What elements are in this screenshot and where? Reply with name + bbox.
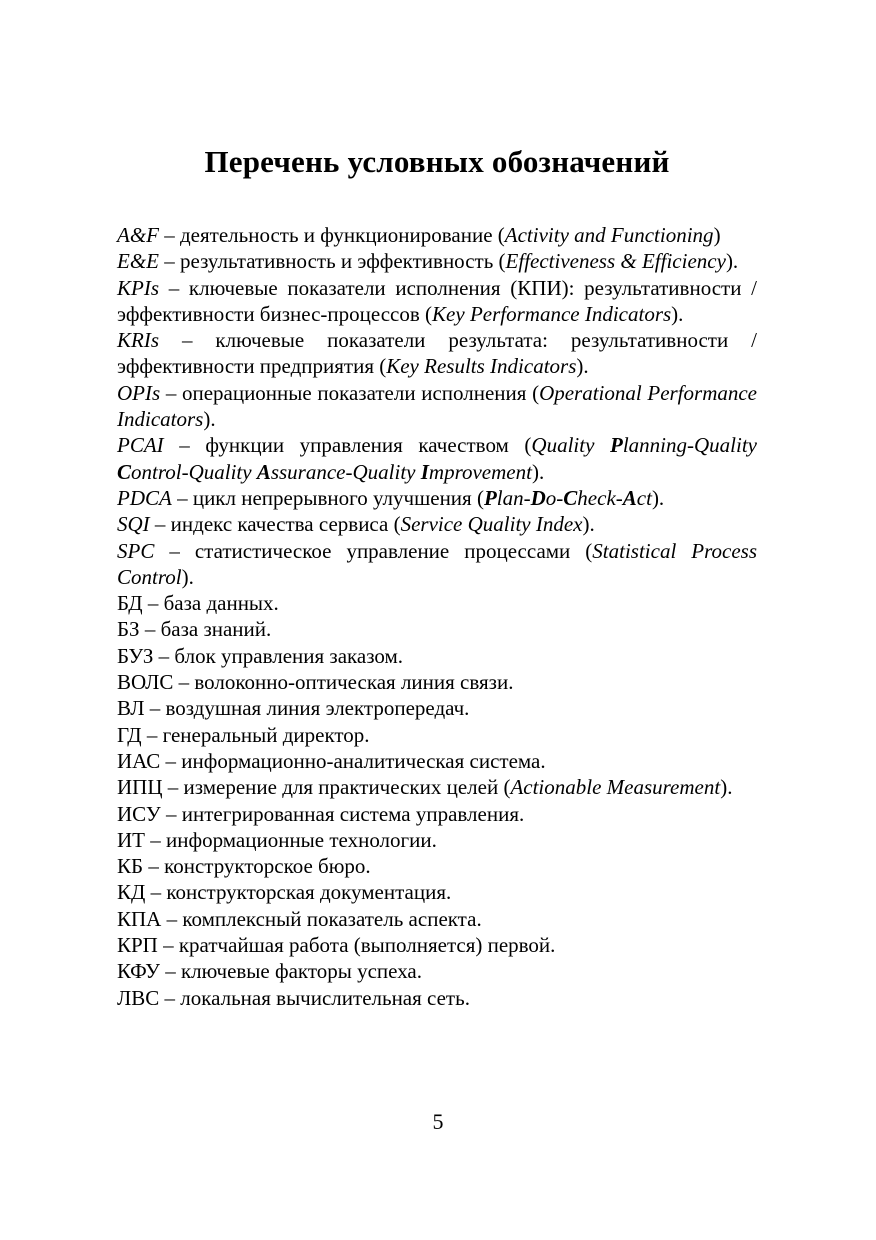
entry-english: Service Quality Index bbox=[400, 512, 583, 537]
page-number: 5 bbox=[432, 1109, 444, 1134]
entry-definition: КБ – конструкторское бюро. bbox=[117, 854, 371, 879]
entry-english: P bbox=[610, 433, 623, 458]
entry-english: Effectiveness & Efficiency bbox=[505, 249, 726, 274]
entry-end: ). bbox=[671, 301, 684, 326]
entry-end: ). bbox=[651, 485, 665, 510]
entry-term: SQI bbox=[117, 512, 150, 537]
entry-english: C bbox=[117, 459, 132, 484]
entry-definition: статистическое управление процессами ( bbox=[194, 538, 593, 563]
entry-english: ct bbox=[636, 485, 652, 510]
entry-term: PDCA bbox=[117, 485, 172, 510]
entry-term: OPIs bbox=[117, 380, 161, 405]
entry-definition: КПА – комплексный показатель аспекта. bbox=[117, 906, 482, 931]
entry-english: Statistical Process Control bbox=[117, 538, 757, 589]
entry-english: Quality bbox=[531, 433, 611, 458]
entry-english: Operational Performance Indicators bbox=[117, 380, 757, 432]
abbreviation-entry bbox=[117, 669, 757, 695]
entry-separator: – bbox=[159, 223, 180, 247]
entry-english: ssurance-Quality bbox=[270, 459, 421, 484]
abbreviation-entry bbox=[117, 827, 757, 853]
entry-english: Actionable Measurement bbox=[510, 775, 721, 800]
entry-english: lan- bbox=[496, 485, 531, 510]
entry-term: PCAI bbox=[117, 433, 164, 458]
document-page bbox=[117, 142, 757, 1011]
entry-english: Key Performance Indicators bbox=[432, 301, 672, 326]
entry-end: ). bbox=[576, 354, 589, 379]
entry-separator: – bbox=[159, 328, 216, 353]
entry-definition: ИСУ – интегрированная система управления. bbox=[117, 801, 525, 826]
entry-definition: КРП – кратчайшая работа (выполняется) первой. bbox=[117, 933, 556, 958]
entry-english: mprovement bbox=[428, 459, 532, 484]
entry-end: ). bbox=[181, 564, 194, 589]
abbreviation-entry bbox=[117, 853, 757, 879]
entry-term: A&F bbox=[117, 223, 159, 247]
abbreviation-entry bbox=[117, 879, 757, 905]
entry-end: ). bbox=[531, 459, 545, 484]
page-title: Перечень условных обозначений bbox=[204, 144, 670, 179]
entry-term: KRIs bbox=[117, 328, 159, 353]
entry-definition: ВОЛС – волоконно-оптическая линия связи. bbox=[117, 670, 514, 695]
entry-definition: БД – база данных. bbox=[117, 591, 279, 616]
entry-english: Activity and Functioning bbox=[504, 223, 714, 247]
entry-english: ontrol-Quality bbox=[131, 459, 257, 484]
abbreviation-entry bbox=[117, 774, 757, 800]
entry-definition: БУЗ – блок управления заказом. bbox=[117, 643, 404, 668]
entry-end: ). bbox=[203, 407, 216, 432]
entry-english: heck- bbox=[577, 485, 623, 510]
entry-end: ). bbox=[720, 775, 733, 800]
entry-definition: ИТ – информационные технологии. bbox=[117, 827, 437, 852]
abbreviation-entry bbox=[117, 695, 757, 721]
abbreviation-entry bbox=[117, 432, 757, 485]
entry-term: SPC bbox=[117, 538, 155, 563]
abbreviation-entry bbox=[117, 801, 757, 827]
abbreviation-entry bbox=[117, 248, 757, 274]
entry-english: lanning-Quality bbox=[622, 433, 757, 458]
entry-separator: – bbox=[171, 485, 193, 510]
entry-english: P bbox=[483, 485, 497, 510]
abbreviation-entry bbox=[117, 275, 757, 328]
entry-definition: ГД – генеральный директор. bbox=[117, 722, 370, 747]
entry-definition: результативность и эффективность ( bbox=[180, 249, 506, 274]
entry-term: E&E bbox=[117, 249, 159, 274]
abbreviation-entry bbox=[117, 906, 757, 932]
abbreviation-entry bbox=[117, 380, 757, 433]
abbreviation-entry bbox=[117, 222, 757, 248]
abbreviation-entry bbox=[117, 932, 757, 958]
abbreviation-entry bbox=[117, 590, 757, 616]
entry-separator: – bbox=[160, 380, 182, 405]
entry-english: A bbox=[622, 485, 637, 510]
abbreviation-entry bbox=[117, 485, 757, 511]
entry-english: D bbox=[530, 485, 546, 510]
entry-definition: БЗ – база знаний. bbox=[117, 617, 272, 642]
entry-english: C bbox=[563, 485, 578, 510]
entry-english: o- bbox=[545, 485, 564, 510]
entry-definition: ИАС – информационно-аналитическая система. bbox=[117, 748, 546, 773]
abbreviation-entry bbox=[117, 616, 757, 642]
entry-definition: ЛВС – локальная вычислительная сеть. bbox=[117, 985, 470, 1010]
abbreviation-list bbox=[117, 222, 757, 1011]
entry-definition: ключевые показатели результата: результативности /эффективности предприятия ( bbox=[117, 328, 757, 379]
entry-definition: индекс качества сервиса ( bbox=[170, 512, 401, 537]
abbreviation-entry bbox=[117, 958, 757, 984]
entry-definition: ВЛ – воздушная линия электропередач. bbox=[117, 696, 470, 721]
entry-separator: – bbox=[159, 249, 180, 274]
entry-english: A bbox=[256, 459, 271, 484]
entry-definition: ИПЦ – измерение для практических целей ( bbox=[117, 775, 511, 800]
entry-separator: – bbox=[163, 433, 206, 458]
abbreviation-entry bbox=[117, 643, 757, 669]
entry-definition: функции управления качеством ( bbox=[205, 433, 532, 458]
entry-definition: ключевые показатели исполнения (КПИ): результативности / эффективности бизнес-процессов ( bbox=[117, 275, 757, 326]
entry-english: Key Results Indicators bbox=[386, 354, 577, 379]
entry-separator: – bbox=[159, 275, 189, 300]
entry-definition: цикл непрерывного улучшения ( bbox=[192, 485, 484, 510]
entry-definition: деятельность и функционирование ( bbox=[180, 223, 505, 247]
entry-end: ). bbox=[582, 512, 595, 537]
entry-definition: КФУ – ключевые факторы успеха. bbox=[117, 959, 423, 984]
abbreviation-entry bbox=[117, 327, 757, 380]
abbreviation-entry bbox=[117, 748, 757, 774]
abbreviation-entry bbox=[117, 985, 757, 1011]
entry-english: I bbox=[420, 459, 429, 484]
entry-end: ). bbox=[725, 249, 739, 274]
abbreviation-entry bbox=[117, 511, 757, 537]
abbreviation-entry bbox=[117, 722, 757, 748]
entry-term: KPIs bbox=[117, 275, 159, 300]
entry-definition: операционные показатели исполнения ( bbox=[181, 380, 540, 405]
entry-definition: КД – конструкторская документация. bbox=[117, 880, 452, 905]
entry-separator: – bbox=[149, 512, 171, 537]
entry-end: ) bbox=[713, 223, 721, 247]
abbreviation-entry bbox=[117, 538, 757, 591]
entry-separator: – bbox=[154, 538, 195, 563]
